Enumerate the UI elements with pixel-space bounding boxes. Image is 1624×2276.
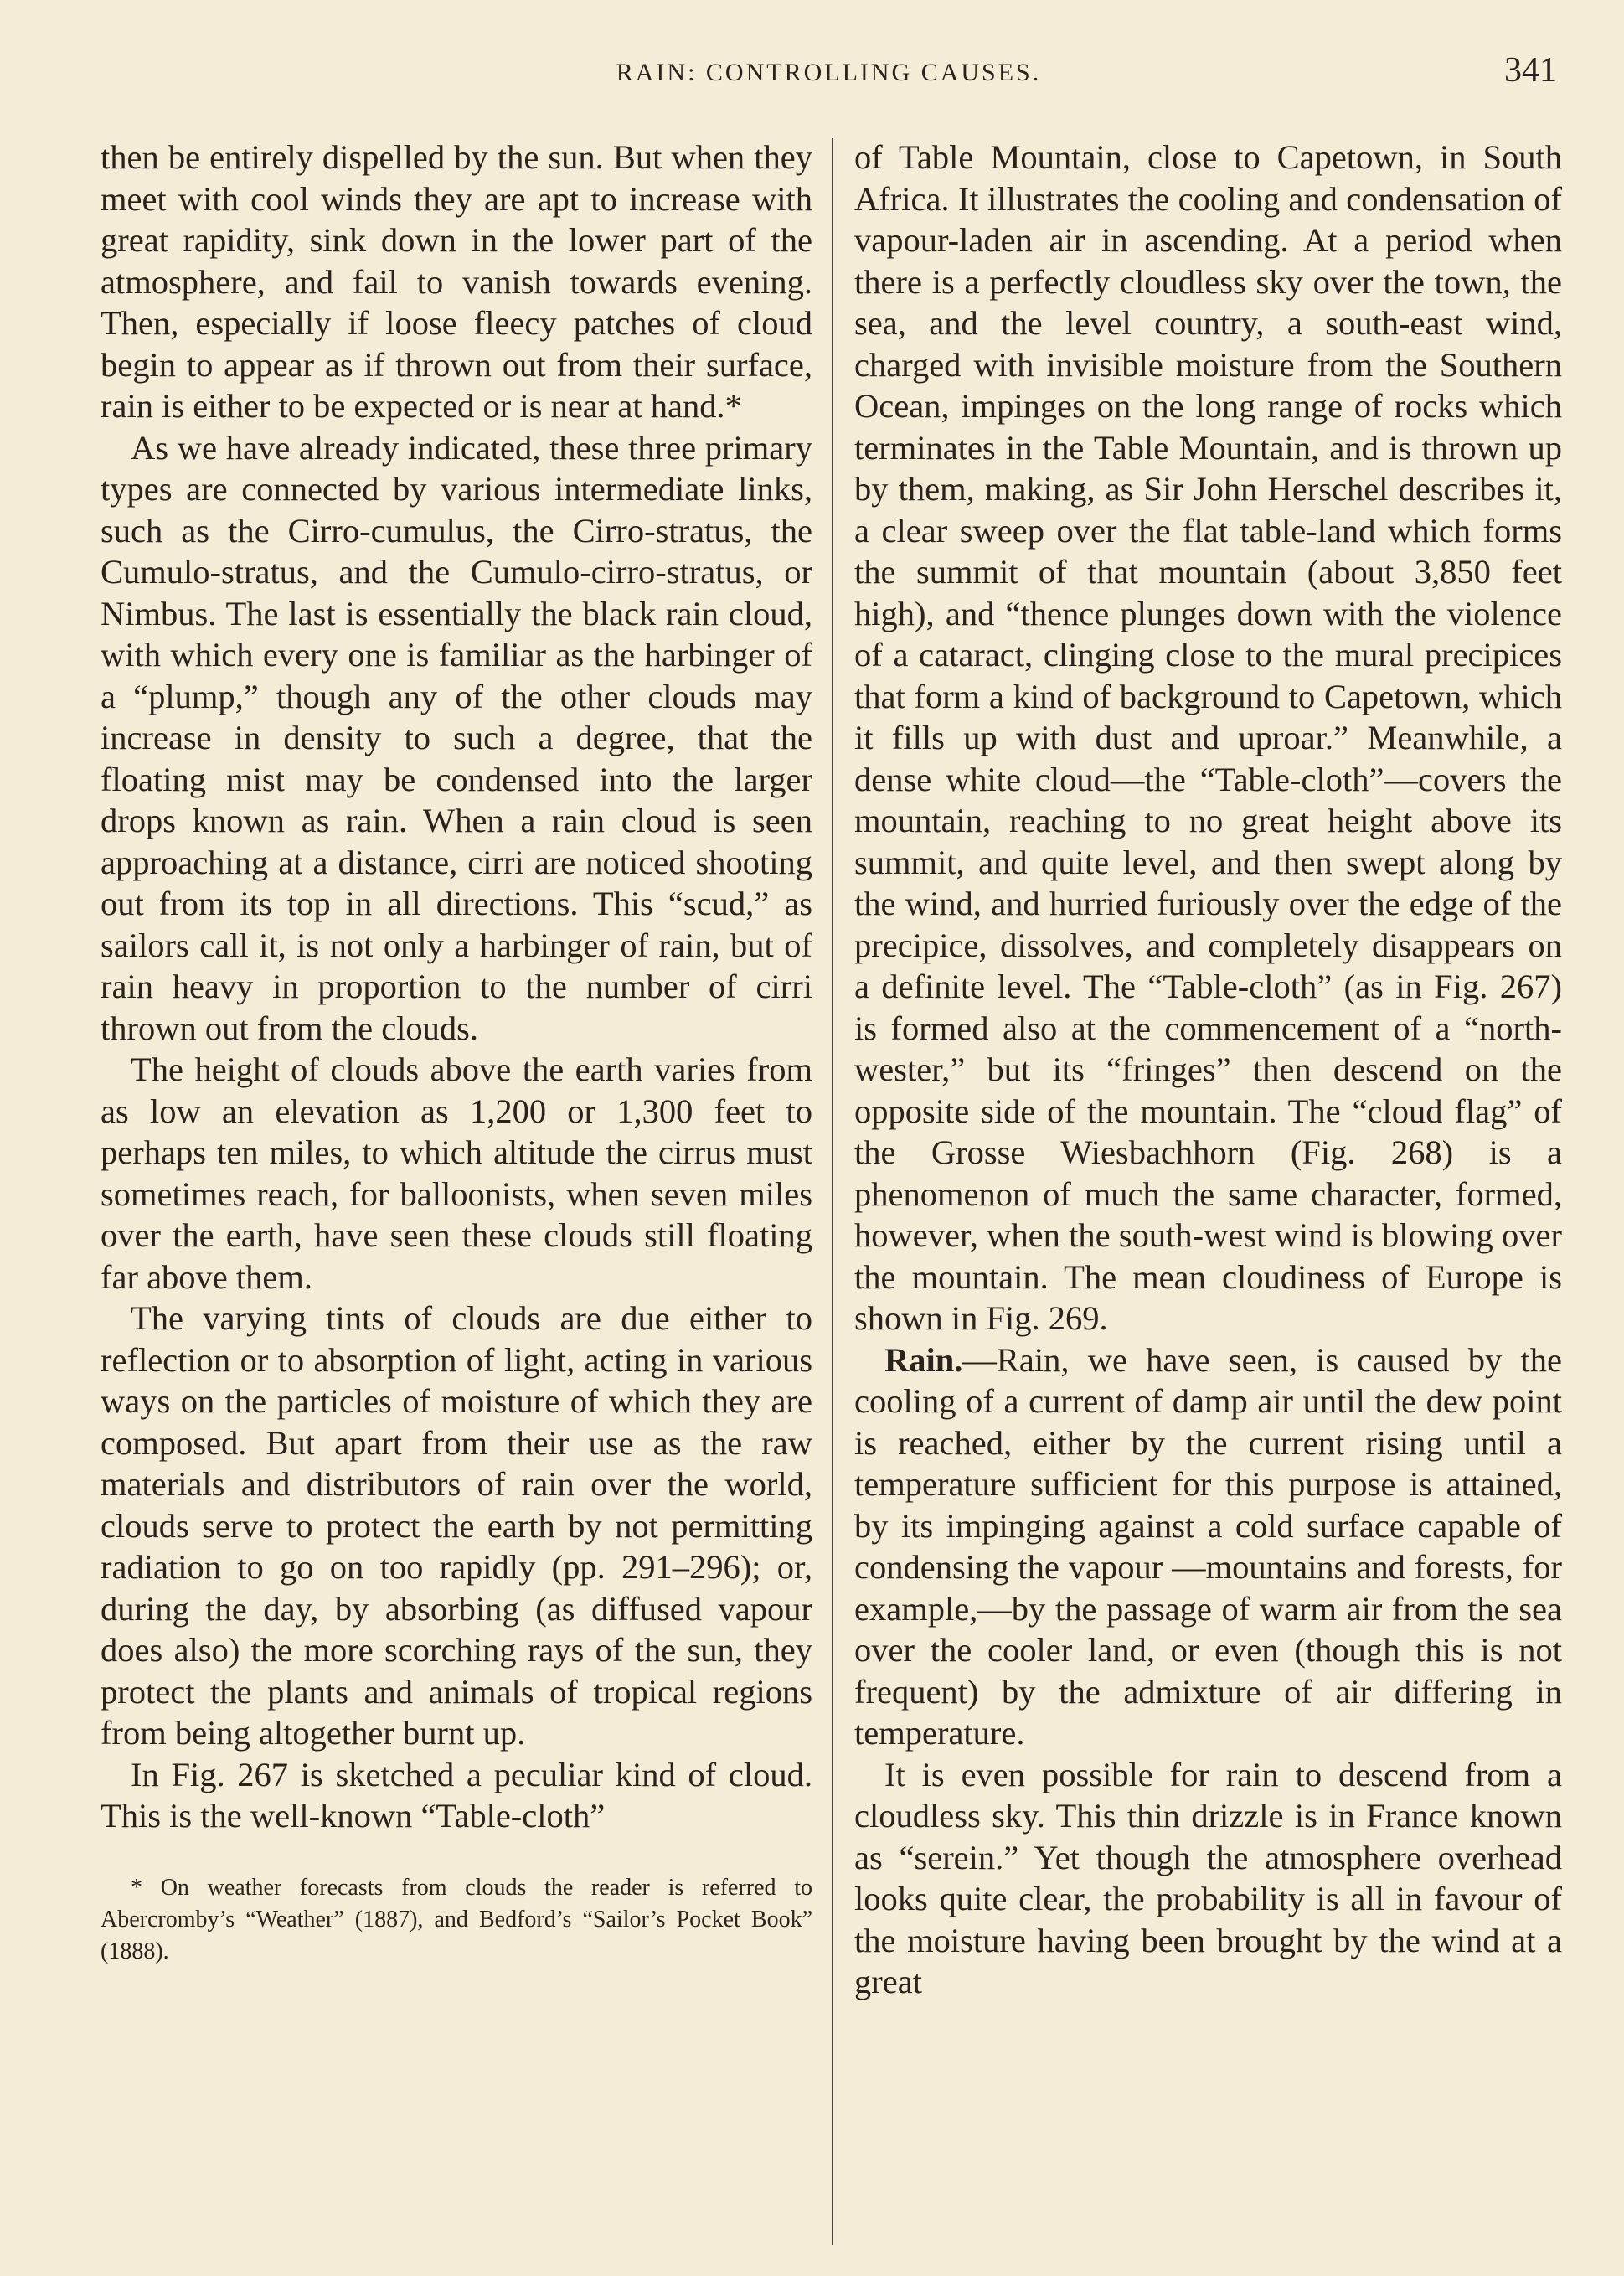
paragraph: The height of clouds above the earth varies from as low an elevation as 1,200 or 1,300 feet to perhaps ten miles, to which altitude the cirrus must sometimes reach, for balloonists, when seven miles over the earth, have seen these clouds still floating far above them. (101, 1050, 812, 1296)
paragraph: As we have already indicated, these three primary types are connected by various intermediate links, such as the Cirro-cumulus, the Cirro-stratus, the Cumulo-stratus, and the Cumulo-cirro-stratus, or Nimbus. The last is essentially the black rain cloud, with which every one is familiar as the harbinger of a “plump,” though any of the other clouds may increase in density to such a degree, that the floating mist may be condensed into the larger drops known as rain. When a rain cloud is seen approaching at a distance, cirri are noticed shooting out from its top in all directions. This “scud,” as sailors call it, is not only a harbinger of rain, but of rain heavy in proportion to the number of cirri thrown out from the clouds. (101, 428, 812, 1047)
right-column (854, 137, 1562, 2003)
left-column (101, 137, 812, 1968)
paragraph: It is even possible for rain to descend from a cloudless sky. This thin drizzle is in France known as “serein.” Yet though the atmosphere overhead looks quite clear, the probability is all in favour of the moisture having been brought by the wind at a great (854, 1755, 1562, 2000)
section-heading: Rain. (884, 1340, 963, 1379)
paragraph: In Fig. 267 is sketched a peculiar kind of cloud. This is the well-known “Table-cloth” (101, 1755, 812, 1835)
paragraph (854, 1339, 1562, 1754)
running-title: RAIN: CONTROLLING CAUSES. (616, 59, 1042, 86)
column-divider (832, 138, 833, 2245)
paragraph-text: —Rain, we have seen, is caused by the cooling of a current of damp air until the dew point is reached, either by the current rising until a temperature sufficient for this purpose is attained, by its impinging against a cold surface capable of condensing the vapour —mountains and forests, for example,—by the passage of warm air from the sea over the cooler land, or even (though this is not frequent) by the admixture of air differing in temperature. (854, 1340, 1562, 1752)
page-number: 341 (1504, 51, 1557, 90)
paragraph: of Table Mountain, close to Capetown, in South Africa. It illustrates the cooling and condensation of vapour-laden air in ascending. At a period when there is a perfectly cloudless sky over the town, the sea, and the level country, a south-east wind, charged with invisible moisture from the Southern Ocean, impinges on the long range of rocks which terminates in the Table Mountain, and is thrown up by them, making, as Sir John Herschel describes it, a clear sweep over the flat table-land which forms the summit of that mountain (about 3,850 feet high), and “thence plunges down with the violence of a cataract, clinging close to the mural precipices that form a kind of background to Capetown, which it fills up with dust and uproar.” Meanwhile, a dense white cloud—the “Table-cloth”—covers the mountain, reaching to no great height above its summit, and quite level, and then swept along by the wind, and hurried furiously over the edge of the precipice, dissolves, and completely disappears on a definite level. The “Table-cloth” (as in Fig. 267) is formed also at the commencement of a “north-wester,” but its “fringes” then descend on the opposite side of the mountain. The “cloud flag” of the Grosse Wiesbachhorn (Fig. 268) is a phenomenon of much the same character, formed, however, when the south-west wind is blowing over the mountain. The mean cloudiness of Europe is shown in Fig. 269. (854, 138, 1562, 1337)
paragraph: The varying tints of clouds are due either to reflection or to absorption of light, acting in various ways on the particles of moisture of which they are composed. But apart from their use as the raw materials and distributors of rain over the world, clouds serve to protect the earth by not permitting radiation to go on too rapidly (pp. 291–296); or, during the day, by absorbing (as diffused vapour does also) the more scorching rays of the sun, they protect the plants and animals of tropical regions from being altogether burnt up. (101, 1299, 812, 1752)
paragraph: then be entirely dispelled by the sun. But when they meet with cool winds they are apt to increase with great rapidity, sink down in the lower part of the atmosphere, and fail to vanish towards evening. Then, especially if loose fleecy patches of cloud begin to appear as if thrown out from their surface, rain is either to be expected or is near at hand.* (101, 138, 812, 425)
footnote: * On weather forecasts from clouds the reader is referred to Abercromby’s “Weather” (1887), and Bedford’s “Sailor’s Pocket Book” (1888). (101, 1874, 812, 1964)
running-header (101, 50, 1557, 101)
